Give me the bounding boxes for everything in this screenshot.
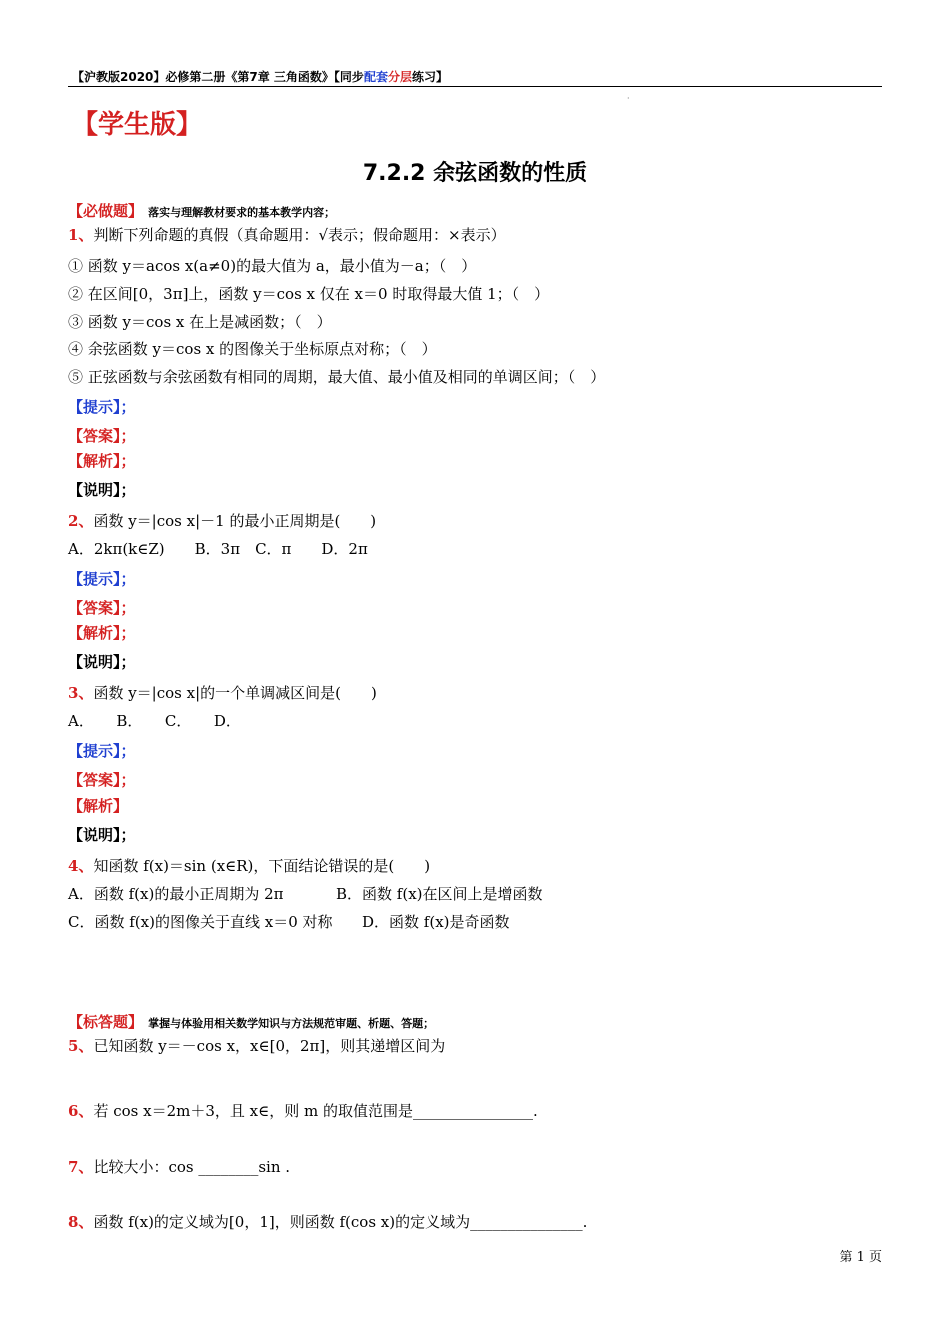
page-number: 第 1 页 bbox=[839, 1250, 882, 1265]
q1-item-5: ⑤ 正弦函数与余弦函数有相同的周期，最大值、最小值及相同的单调区间；（ ） bbox=[68, 368, 606, 386]
header-text-1: 【沪教版2020】必修第二册《第7章 三角函数》【同步 bbox=[72, 70, 364, 84]
q3-note: 【说明】； bbox=[68, 826, 136, 844]
question-number: 4、 bbox=[68, 857, 94, 875]
q1-item-3: ③ 函数 y＝cos x 在上是减函数；（ ） bbox=[68, 313, 332, 331]
question-8 bbox=[68, 1211, 587, 1232]
question-number: 6、 bbox=[68, 1102, 94, 1120]
q3-analysis: 【解析】 bbox=[68, 797, 129, 815]
header-text-3: 分层 bbox=[387, 70, 412, 84]
q3-hint: 【提示】； bbox=[68, 742, 136, 760]
q4-option-c: C．函数 f(x)的图像关于直线 x＝0 对称 bbox=[68, 913, 333, 931]
section-required-label: 【必做题】 bbox=[68, 202, 144, 220]
question-number: 2、 bbox=[68, 512, 94, 530]
question-number: 7、 bbox=[68, 1158, 94, 1176]
question-stem: 函数 y＝|cos x|的一个单调减区间是( ) bbox=[93, 684, 377, 702]
question-number: 1、 bbox=[68, 226, 94, 244]
question-stem: 判断下列命题的真假（真命题用：√表示；假命题用：×表示） bbox=[93, 226, 506, 244]
question-2 bbox=[68, 510, 376, 531]
question-stem: 若 cos x＝2m＋3，且 x∈，则 m 的取值范围是________________. bbox=[93, 1102, 538, 1120]
question-7 bbox=[68, 1156, 290, 1177]
question-stem: 函数 y＝|cos x|－1 的最小正周期是( ) bbox=[93, 512, 377, 530]
question-6 bbox=[68, 1100, 538, 1121]
question-stem: 知函数 f(x)＝sin (x∈R)，下面结论错误的是( ) bbox=[93, 857, 431, 875]
question-1 bbox=[68, 224, 506, 245]
q3-answer: 【答案】； bbox=[68, 771, 136, 789]
section-required bbox=[68, 200, 335, 221]
q4-option-d: D．函数 f(x)是奇函数 bbox=[362, 913, 510, 931]
q2-hint: 【提示】； bbox=[68, 570, 136, 588]
student-version-label: 【学生版】 bbox=[72, 110, 203, 140]
question-4 bbox=[68, 855, 430, 876]
header-text-4: 练习】 bbox=[411, 70, 448, 84]
page-header bbox=[72, 68, 448, 85]
header-rule bbox=[68, 86, 882, 87]
section-standard bbox=[68, 1011, 434, 1032]
question-stem: 函数 f(x)的定义域为[0，1]，则函数 f(cos x)的定义域为_______________. bbox=[93, 1213, 588, 1231]
page-title: 7.2.2 余弦函数的性质 bbox=[362, 161, 588, 186]
q3-options: A． B． C． D． bbox=[68, 712, 241, 730]
q2-answer: 【答案】； bbox=[68, 599, 136, 617]
question-number: 8、 bbox=[68, 1213, 94, 1231]
q1-item-2: ② 在区间[0，3π]上，函数 y＝cos x 仅在 x＝0 时取得最大值 1；（ ） bbox=[68, 285, 550, 303]
stray-dot: · bbox=[627, 94, 630, 103]
section-standard-desc: 掌握与体验用相关数学知识与方法规范审题、析题、答题； bbox=[148, 1017, 435, 1030]
q1-answer: 【答案】； bbox=[68, 427, 136, 445]
question-3 bbox=[68, 682, 377, 703]
question-stem: 比较大小：cos ________sin . bbox=[93, 1158, 291, 1176]
q2-note: 【说明】； bbox=[68, 653, 136, 671]
question-number: 5、 bbox=[68, 1037, 94, 1055]
q1-item-1: ① 函数 y＝acos x(a≠0)的最大值为 a，最小值为－a；（ ） bbox=[68, 257, 477, 275]
q4-option-a: A．函数 f(x)的最小正周期为 2π bbox=[68, 885, 284, 903]
question-5 bbox=[68, 1035, 445, 1056]
section-required-desc: 落实与理解教材要求的基本教学内容； bbox=[148, 206, 336, 219]
question-stem: 已知函数 y＝－cos x，x∈[0，2π]，则其递增区间为 bbox=[93, 1037, 446, 1055]
q4-option-b: B．函数 f(x)在区间上是增函数 bbox=[336, 885, 543, 903]
q1-hint: 【提示】； bbox=[68, 398, 136, 416]
q2-analysis: 【解析】； bbox=[68, 624, 136, 642]
q1-note: 【说明】； bbox=[68, 481, 136, 499]
header-text-2: 配套 bbox=[363, 70, 388, 84]
q1-item-4: ④ 余弦函数 y＝cos x 的图像关于坐标原点对称；（ ） bbox=[68, 340, 437, 358]
q1-analysis: 【解析】； bbox=[68, 452, 136, 470]
question-number: 3、 bbox=[68, 684, 94, 702]
q2-options: A．2kπ(k∈Z) B．3π C．π D．2π bbox=[68, 540, 368, 558]
section-standard-label: 【标答题】 bbox=[68, 1013, 144, 1031]
